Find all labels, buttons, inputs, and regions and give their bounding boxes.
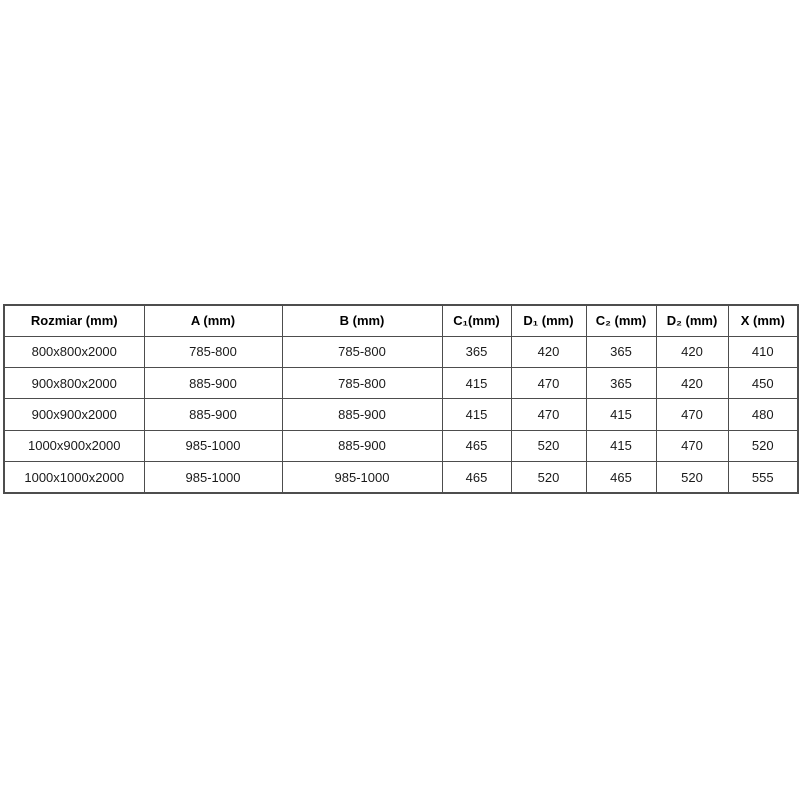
cell-d2: 470	[656, 430, 728, 461]
cell-x: 520	[728, 430, 798, 461]
cell-d2: 420	[656, 336, 728, 367]
column-header-b: B (mm)	[282, 305, 442, 336]
table-row	[4, 462, 798, 493]
cell-b: 885-900	[282, 430, 442, 461]
cell-d2: 420	[656, 367, 728, 398]
column-header-c2: C₂ (mm)	[586, 305, 656, 336]
cell-c2: 415	[586, 399, 656, 430]
cell-d1: 470	[511, 399, 586, 430]
table-row	[4, 430, 798, 461]
column-header-d1: D₁ (mm)	[511, 305, 586, 336]
cell-a: 985-1000	[144, 462, 282, 493]
column-header-x: X (mm)	[728, 305, 798, 336]
table-row	[4, 336, 798, 367]
table-row	[4, 367, 798, 398]
cell-rozmiar: 900x900x2000	[4, 399, 144, 430]
cell-rozmiar: 1000x900x2000	[4, 430, 144, 461]
cell-b: 885-900	[282, 399, 442, 430]
cell-b: 785-800	[282, 367, 442, 398]
cell-b: 785-800	[282, 336, 442, 367]
cell-rozmiar: 900x800x2000	[4, 367, 144, 398]
column-header-c1: C₁(mm)	[442, 305, 511, 336]
cell-c1: 465	[442, 462, 511, 493]
cell-c2: 365	[586, 367, 656, 398]
cell-c1: 465	[442, 430, 511, 461]
cell-a: 885-900	[144, 399, 282, 430]
cell-a: 885-900	[144, 367, 282, 398]
cell-c2: 465	[586, 462, 656, 493]
cell-c1: 415	[442, 399, 511, 430]
cell-c2: 415	[586, 430, 656, 461]
cell-b: 985-1000	[282, 462, 442, 493]
cell-d2: 520	[656, 462, 728, 493]
cell-d1: 520	[511, 462, 586, 493]
cell-c1: 415	[442, 367, 511, 398]
cell-c2: 365	[586, 336, 656, 367]
cell-rozmiar: 1000x1000x2000	[4, 462, 144, 493]
cell-x: 410	[728, 336, 798, 367]
cell-d1: 420	[511, 336, 586, 367]
cell-d2: 470	[656, 399, 728, 430]
column-header-d2: D₂ (mm)	[656, 305, 728, 336]
cell-rozmiar: 800x800x2000	[4, 336, 144, 367]
cell-d1: 470	[511, 367, 586, 398]
column-header-rozmiar: Rozmiar (mm)	[4, 305, 144, 336]
column-header-a: A (mm)	[144, 305, 282, 336]
cell-a: 785-800	[144, 336, 282, 367]
cell-a: 985-1000	[144, 430, 282, 461]
cell-x: 480	[728, 399, 798, 430]
cell-d1: 520	[511, 430, 586, 461]
cell-x: 555	[728, 462, 798, 493]
size-spec-table	[3, 304, 799, 494]
table-row	[4, 399, 798, 430]
cell-x: 450	[728, 367, 798, 398]
cell-c1: 365	[442, 336, 511, 367]
table-header-row	[4, 305, 798, 336]
